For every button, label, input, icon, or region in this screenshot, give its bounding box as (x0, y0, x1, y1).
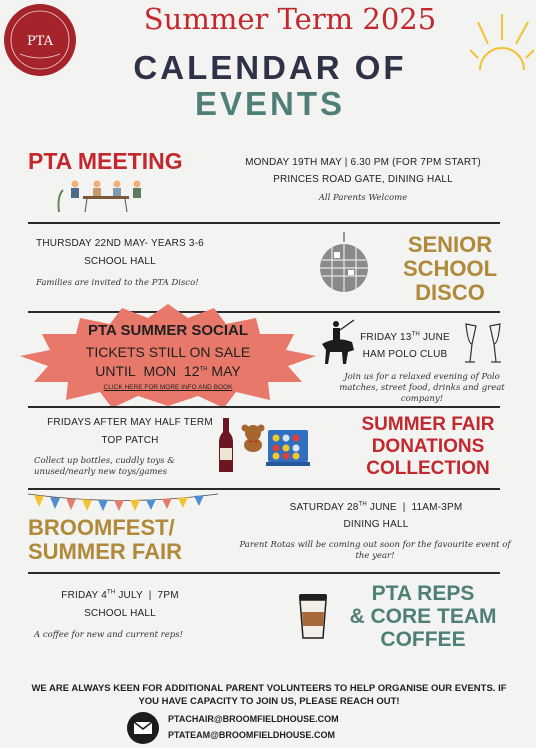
coffee-title-line-1: PTA REPS (371, 582, 475, 605)
pta-meeting-when: MONDAY 19TH MAY | 6.30 PM (FOR 7PM START) (245, 157, 481, 168)
champagne-glasses-icon (460, 320, 506, 368)
broomfest-note: Parent Rotas will be coming out soon for the favourite event of the year! (239, 540, 511, 561)
pta-logo-icon (2, 2, 78, 78)
bunting-icon (28, 491, 218, 513)
mail-icon (126, 711, 160, 745)
disco-where: SCHOOL HALL (84, 256, 156, 267)
disco-ball-icon (318, 232, 370, 294)
broomfest-when: SATURDAY 28TH JUNE | 11AM-3PM (289, 501, 463, 513)
donations-when: FRIDAYS AFTER MAY HALF TERM (47, 417, 213, 428)
pta-meeting-where: PRINCES ROAD GATE, DINING HALL (273, 174, 453, 185)
email-team-link[interactable]: PTATEAM@BROOMFIELDHOUSE.COM (168, 730, 335, 740)
meeting-illustration-icon (55, 178, 155, 214)
connect-four-icon (266, 428, 310, 468)
divider (28, 488, 500, 490)
divider (28, 222, 500, 224)
teddy-bear-icon (240, 424, 266, 452)
broomfest-title-line-1: BROOMFEST/ (28, 515, 175, 540)
broomfest-where: DINING HALL (343, 519, 409, 530)
disco-title-line-1: SENIOR (407, 232, 493, 257)
disco-title-line-3: DISCO (415, 280, 485, 305)
volunteer-message: WE ARE ALWAYS KEEN FOR ADDITIONAL PARENT VOLUNTEERS TO HELP ORGANISE OUR EVENTS. IF YOU HAVE CAPACITY TO JOIN US, PLEASE REACH OUT! (31, 683, 507, 707)
social-when: FRIDAY 13TH JUNE (360, 331, 450, 343)
svg-text:PTA: PTA (26, 34, 54, 49)
donations-note: Collect up bottles, cuddly toys & unused/nearly new toys/games (34, 456, 175, 477)
broomfest-title-line-2: SUMMER FAIR (28, 539, 182, 564)
disco-when: THURSDAY 22ND MAY- YEARS 3-6 (36, 238, 204, 249)
coffee-when: FRIDAY 4TH JULY | 7PM (61, 589, 179, 601)
donations-title-line-2: DONATIONS (371, 436, 485, 457)
subtitle-line-2: EVENTS (194, 85, 346, 122)
subtitle-line-1: CALENDAR OF (133, 49, 407, 86)
divider (28, 406, 500, 408)
donations-title-line-3: COLLECTION (366, 458, 490, 479)
email-chair-link[interactable]: PTACHAIR@BROOMFIELDHOUSE.COM (168, 714, 339, 724)
coffee-cup-icon (296, 594, 330, 640)
coffee-note: A coffee for new and current reps! (34, 630, 183, 640)
pta-meeting-note: All Parents Welcome (318, 193, 408, 203)
social-note: Join us for a relaxed evening of Polo matches, street food, drinks and great company! (339, 372, 505, 404)
social-until: UNTIL MON 12TH MAY (95, 363, 241, 379)
coffee-title-line-3: COFFEE (380, 628, 466, 651)
coffee-title-line-2: & CORE TEAM (349, 605, 497, 628)
disco-title-line-2: SCHOOL (402, 256, 498, 281)
disco-note: Families are invited to the PTA Disco! (36, 278, 199, 288)
wine-bottle-icon (218, 418, 234, 472)
social-title: PTA SUMMER SOCIAL (88, 322, 248, 339)
social-where: HAM POLO CLUB (362, 349, 448, 360)
pta-meeting-title: PTA MEETING (28, 148, 183, 174)
sun-icon (470, 8, 534, 90)
social-tickets: TICKETS STILL ON SALE (85, 344, 251, 360)
donations-where: TOP PATCH (101, 435, 159, 446)
coffee-where: SCHOOL HALL (84, 608, 156, 619)
page-title: Summer Term 2025 (143, 2, 437, 36)
divider (28, 572, 500, 574)
social-book-link[interactable]: CLICK HERE FOR MORE INFO AND BOOK (103, 384, 233, 391)
donations-title-line-1: SUMMER FAIR (361, 414, 495, 435)
